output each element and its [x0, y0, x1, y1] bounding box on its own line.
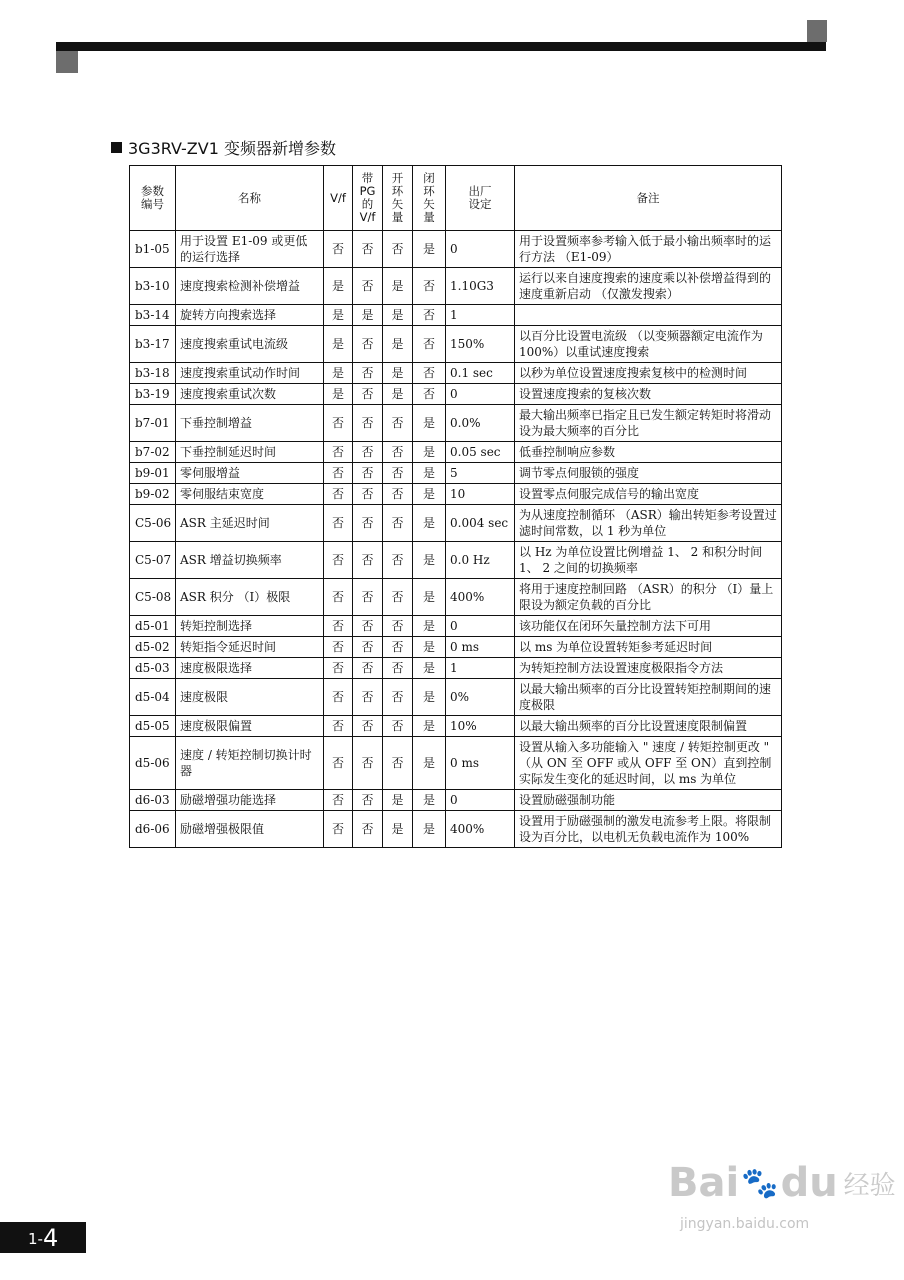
cell-remarks: 用于设置频率参考输入低于最小输出频率时的运行方法 （E1-09） [515, 231, 782, 268]
cell-pgvf: 否 [353, 463, 383, 484]
cell-remarks: 以 ms 为单位设置转矩参考延迟时间 [515, 637, 782, 658]
cell-openvec: 否 [383, 637, 413, 658]
cell-pgvf: 否 [353, 658, 383, 679]
corner-marker-left [56, 51, 78, 73]
cell-name: 速度搜索重试次数 [176, 384, 324, 405]
cell-default: 0.0% [446, 405, 515, 442]
cell-code: d5-04 [130, 679, 176, 716]
cell-closedvec: 是 [413, 442, 446, 463]
cell-remarks: 将用于速度控制回路 （ASR）的积分 （I）量上限设为额定负载的百分比 [515, 579, 782, 616]
cell-remarks [515, 305, 782, 326]
cell-openvec: 是 [383, 384, 413, 405]
cell-code: d5-02 [130, 637, 176, 658]
cell-closedvec: 否 [413, 326, 446, 363]
cell-closedvec: 是 [413, 790, 446, 811]
cell-vf: 否 [324, 505, 353, 542]
cell-pgvf: 否 [353, 811, 383, 848]
cell-closedvec: 是 [413, 463, 446, 484]
cell-closedvec: 是 [413, 231, 446, 268]
cell-default: 10 [446, 484, 515, 505]
cell-code: b1-05 [130, 231, 176, 268]
header-open-vector: 开 环 矢 量 [383, 166, 413, 231]
cell-vf: 是 [324, 363, 353, 384]
cell-remarks: 设置速度搜索的复核次数 [515, 384, 782, 405]
cell-closedvec: 是 [413, 737, 446, 790]
table-row [130, 679, 782, 716]
cell-openvec: 否 [383, 579, 413, 616]
cell-default: 1 [446, 658, 515, 679]
cell-openvec: 是 [383, 811, 413, 848]
cell-vf: 否 [324, 579, 353, 616]
table-row [130, 790, 782, 811]
cell-name: 旋转方向搜索选择 [176, 305, 324, 326]
cell-pgvf: 否 [353, 363, 383, 384]
table-row [130, 442, 782, 463]
cell-default: 0 [446, 790, 515, 811]
header-remarks: 备注 [515, 166, 782, 231]
cell-remarks: 运行以来自速度搜索的速度乘以补偿增益得到的速度重新启动 （仅激发搜索） [515, 268, 782, 305]
cell-vf: 否 [324, 811, 353, 848]
cell-openvec: 否 [383, 463, 413, 484]
cell-closedvec: 是 [413, 542, 446, 579]
cell-pgvf: 否 [353, 268, 383, 305]
cell-openvec: 是 [383, 268, 413, 305]
cell-default: 0.1 sec [446, 363, 515, 384]
cell-remarks: 以 Hz 为单位设置比例增益 1、 2 和积分时间 1、 2 之间的切换频率 [515, 542, 782, 579]
parameter-table [129, 165, 782, 848]
cell-name: 转矩指令延迟时间 [176, 637, 324, 658]
cell-pgvf: 否 [353, 384, 383, 405]
table-row [130, 737, 782, 790]
cell-vf: 否 [324, 737, 353, 790]
cell-pgvf: 否 [353, 542, 383, 579]
cell-pgvf: 否 [353, 405, 383, 442]
cell-pgvf: 否 [353, 616, 383, 637]
cell-default: 0 [446, 384, 515, 405]
cell-code: d5-03 [130, 658, 176, 679]
cell-remarks: 以秒为单位设置速度搜索复核中的检测时间 [515, 363, 782, 384]
cell-name: 速度搜索检测补偿增益 [176, 268, 324, 305]
cell-closedvec: 是 [413, 405, 446, 442]
table-row [130, 384, 782, 405]
header-closed-vector: 闭 环 矢 量 [413, 166, 446, 231]
table-row [130, 405, 782, 442]
cell-default: 0% [446, 679, 515, 716]
cell-name: 速度极限选择 [176, 658, 324, 679]
watermark-url: jingyan.baidu.com [680, 1216, 810, 1232]
table-row [130, 616, 782, 637]
table-header-row [130, 166, 782, 231]
cell-closedvec: 否 [413, 363, 446, 384]
cell-openvec: 否 [383, 542, 413, 579]
cell-default: 400% [446, 811, 515, 848]
cell-code: b3-10 [130, 268, 176, 305]
table-row [130, 505, 782, 542]
cell-name: 下垂控制延迟时间 [176, 442, 324, 463]
cell-name: ASR 积分 （I）极限 [176, 579, 324, 616]
cell-vf: 是 [324, 305, 353, 326]
cell-remarks: 为转矩控制方法设置速度极限指令方法 [515, 658, 782, 679]
cell-remarks: 设置从输入多功能输入 " 速度 / 转矩控制更改 " （从 ON 至 OFF 或从 OFF 至 ON）直到控制实际发生变化的延迟时间，以 ms 为单位 [515, 737, 782, 790]
cell-vf: 否 [324, 790, 353, 811]
cell-default: 0.004 sec [446, 505, 515, 542]
cell-code: d6-03 [130, 790, 176, 811]
cell-default: 1.10G3 [446, 268, 515, 305]
cell-pgvf: 否 [353, 505, 383, 542]
cell-name: ASR 增益切换频率 [176, 542, 324, 579]
cell-vf: 否 [324, 405, 353, 442]
paw-icon: 🐾 [741, 1165, 779, 1201]
cell-code: C5-07 [130, 542, 176, 579]
cell-remarks: 该功能仅在闭环矢量控制方法下可用 [515, 616, 782, 637]
cell-pgvf: 否 [353, 442, 383, 463]
table-row [130, 463, 782, 484]
cell-remarks: 为从速度控制循环 （ASR）输出转矩参考设置过滤时间常数，以 1 秒为单位 [515, 505, 782, 542]
cell-openvec: 否 [383, 737, 413, 790]
cell-name: 下垂控制增益 [176, 405, 324, 442]
cell-remarks: 以最大输出频率的百分比设置转矩控制期间的速度极限 [515, 679, 782, 716]
cell-default: 0 [446, 231, 515, 268]
cell-closedvec: 是 [413, 505, 446, 542]
table-row [130, 716, 782, 737]
cell-vf: 否 [324, 716, 353, 737]
cell-openvec: 否 [383, 716, 413, 737]
cell-code: b3-18 [130, 363, 176, 384]
cell-default: 0 [446, 616, 515, 637]
cell-vf: 是 [324, 326, 353, 363]
table-row [130, 231, 782, 268]
header-rule [56, 42, 826, 51]
cell-default: 10% [446, 716, 515, 737]
cell-pgvf: 否 [353, 716, 383, 737]
cell-code: b7-02 [130, 442, 176, 463]
cell-pgvf: 否 [353, 737, 383, 790]
cell-closedvec: 是 [413, 658, 446, 679]
table-row [130, 305, 782, 326]
cell-vf: 否 [324, 637, 353, 658]
cell-name: 用于设置 E1-09 或更低的运行选择 [176, 231, 324, 268]
cell-code: b3-19 [130, 384, 176, 405]
table-row [130, 579, 782, 616]
cell-name: ASR 主延迟时间 [176, 505, 324, 542]
cell-openvec: 否 [383, 442, 413, 463]
cell-openvec: 是 [383, 363, 413, 384]
table-row [130, 811, 782, 848]
cell-remarks: 设置励磁强制功能 [515, 790, 782, 811]
cell-pgvf: 否 [353, 326, 383, 363]
cell-openvec: 否 [383, 658, 413, 679]
cell-openvec: 是 [383, 790, 413, 811]
cell-openvec: 否 [383, 505, 413, 542]
square-bullet-icon [111, 142, 122, 153]
cell-openvec: 否 [383, 679, 413, 716]
cell-code: d5-06 [130, 737, 176, 790]
cell-pgvf: 否 [353, 484, 383, 505]
cell-default: 1 [446, 305, 515, 326]
cell-remarks: 以最大输出频率的百分比设置速度限制偏置 [515, 716, 782, 737]
header-code: 参数 编号 [130, 166, 176, 231]
cell-default: 400% [446, 579, 515, 616]
page-number: 1 - 4 [0, 1222, 86, 1253]
cell-closedvec: 是 [413, 716, 446, 737]
table-body [130, 231, 782, 848]
cell-code: C5-06 [130, 505, 176, 542]
cell-openvec: 否 [383, 616, 413, 637]
corner-marker-top-right [807, 20, 827, 42]
cell-openvec: 是 [383, 305, 413, 326]
cell-code: b3-17 [130, 326, 176, 363]
cell-closedvec: 是 [413, 579, 446, 616]
cell-pgvf: 否 [353, 679, 383, 716]
cell-name: 速度极限 [176, 679, 324, 716]
cell-default: 0 ms [446, 637, 515, 658]
cell-closedvec: 是 [413, 637, 446, 658]
cell-code: d5-05 [130, 716, 176, 737]
table-row [130, 658, 782, 679]
header-pg-vf: 带 PG 的 V/f [353, 166, 383, 231]
cell-name: 速度搜索重试电流级 [176, 326, 324, 363]
cell-pgvf: 否 [353, 790, 383, 811]
header-name: 名称 [176, 166, 324, 231]
cell-closedvec: 是 [413, 616, 446, 637]
table-row [130, 484, 782, 505]
cell-name: 转矩控制选择 [176, 616, 324, 637]
table-row [130, 326, 782, 363]
cell-pgvf: 否 [353, 231, 383, 268]
table-row [130, 637, 782, 658]
cell-openvec: 否 [383, 405, 413, 442]
cell-remarks: 调节零点伺服锁的强度 [515, 463, 782, 484]
cell-closedvec: 否 [413, 268, 446, 305]
cell-closedvec: 否 [413, 384, 446, 405]
cell-name: 零伺服结束宽度 [176, 484, 324, 505]
cell-vf: 否 [324, 658, 353, 679]
cell-pgvf: 是 [353, 305, 383, 326]
cell-code: b7-01 [130, 405, 176, 442]
cell-code: b9-01 [130, 463, 176, 484]
cell-default: 0 ms [446, 737, 515, 790]
cell-vf: 否 [324, 484, 353, 505]
cell-vf: 否 [324, 442, 353, 463]
header-default: 出厂 设定 [446, 166, 515, 231]
cell-name: 励磁增强极限值 [176, 811, 324, 848]
cell-vf: 否 [324, 463, 353, 484]
cell-vf: 否 [324, 542, 353, 579]
cell-pgvf: 否 [353, 579, 383, 616]
cell-closedvec: 是 [413, 679, 446, 716]
table-row [130, 542, 782, 579]
cell-name: 速度搜索重试动作时间 [176, 363, 324, 384]
cell-vf: 是 [324, 268, 353, 305]
cell-closedvec: 是 [413, 811, 446, 848]
cell-remarks: 设置零点伺服完成信号的输出宽度 [515, 484, 782, 505]
cell-code: b3-14 [130, 305, 176, 326]
cell-vf: 否 [324, 616, 353, 637]
cell-name: 速度 / 转矩控制切换计时器 [176, 737, 324, 790]
cell-code: b9-02 [130, 484, 176, 505]
cell-openvec: 否 [383, 231, 413, 268]
header-vf: V/f [324, 166, 353, 231]
cell-default: 150% [446, 326, 515, 363]
cell-pgvf: 否 [353, 637, 383, 658]
section-heading [111, 136, 336, 159]
cell-default: 5 [446, 463, 515, 484]
cell-remarks: 最大输出频率已指定且已发生额定转矩时将滑动设为最大频率的百分比 [515, 405, 782, 442]
cell-default: 0.0 Hz [446, 542, 515, 579]
cell-openvec: 是 [383, 326, 413, 363]
cell-name: 励磁增强功能选择 [176, 790, 324, 811]
cell-code: d6-06 [130, 811, 176, 848]
cell-name: 零伺服增益 [176, 463, 324, 484]
cell-default: 0.05 sec [446, 442, 515, 463]
cell-name: 速度极限偏置 [176, 716, 324, 737]
cell-remarks: 设置用于励磁强制的激发电流参考上限。将限制设为百分比，以电机无负载电流作为 100% [515, 811, 782, 848]
cell-vf: 否 [324, 231, 353, 268]
section-title-text: 3G3RV-ZV1 变频器新增参数 [128, 139, 336, 158]
cell-remarks: 以百分比设置电流级 （以变频器额定电流作为 100%）以重试速度搜索 [515, 326, 782, 363]
cell-code: d5-01 [130, 616, 176, 637]
table-row [130, 363, 782, 384]
cell-remarks: 低垂控制响应参数 [515, 442, 782, 463]
baidu-watermark: Bai 🐾 du 经验 [668, 1160, 896, 1206]
cell-vf: 是 [324, 384, 353, 405]
cell-closedvec: 否 [413, 305, 446, 326]
cell-openvec: 否 [383, 484, 413, 505]
cell-code: C5-08 [130, 579, 176, 616]
table-row [130, 268, 782, 305]
cell-vf: 否 [324, 679, 353, 716]
cell-closedvec: 是 [413, 484, 446, 505]
